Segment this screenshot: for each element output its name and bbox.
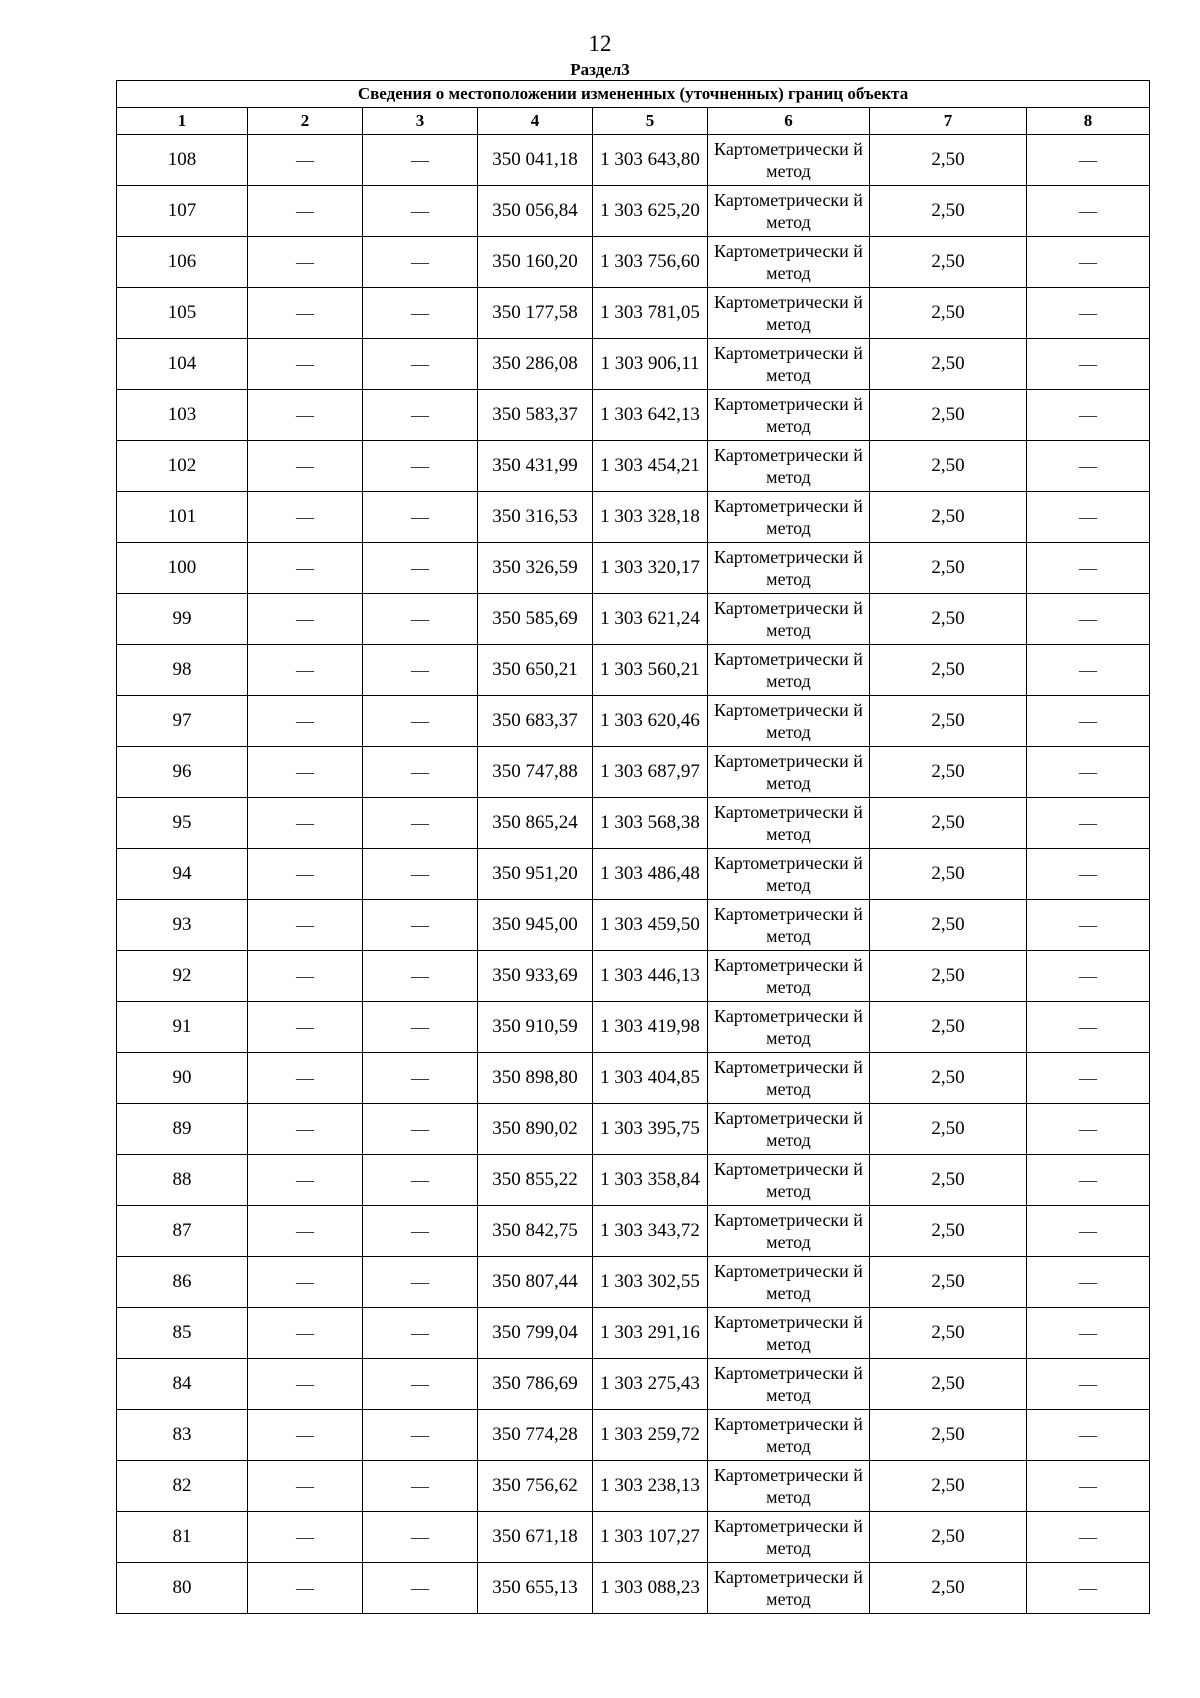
column-2-cell: — — [248, 696, 363, 747]
column-3-cell: — — [363, 1053, 478, 1104]
x-coordinate-cell: 350 041,18 — [478, 135, 593, 186]
accuracy-cell: 2,50 — [870, 747, 1027, 798]
table-row — [117, 696, 1150, 747]
accuracy-cell: 2,50 — [870, 849, 1027, 900]
accuracy-cell: 2,50 — [870, 1461, 1027, 1512]
column-8-cell: — — [1027, 951, 1150, 1002]
accuracy-cell: 2,50 — [870, 645, 1027, 696]
table-body — [117, 135, 1150, 1614]
point-number-cell: 101 — [117, 492, 248, 543]
y-coordinate-cell: 1 303 238,13 — [593, 1461, 708, 1512]
x-coordinate-cell: 350 756,62 — [478, 1461, 593, 1512]
y-coordinate-cell: 1 303 560,21 — [593, 645, 708, 696]
y-coordinate-cell: 1 303 568,38 — [593, 798, 708, 849]
point-number-cell: 95 — [117, 798, 248, 849]
method-cell: Картометрически й метод — [708, 543, 870, 594]
column-2-cell: — — [248, 594, 363, 645]
column-2-cell: — — [248, 849, 363, 900]
x-coordinate-cell: 350 585,69 — [478, 594, 593, 645]
x-coordinate-cell: 350 655,13 — [478, 1563, 593, 1614]
accuracy-cell: 2,50 — [870, 1104, 1027, 1155]
column-8-cell: — — [1027, 135, 1150, 186]
column-8-cell: — — [1027, 1461, 1150, 1512]
column-3-cell: — — [363, 1359, 478, 1410]
accuracy-cell: 2,50 — [870, 237, 1027, 288]
point-number-cell: 98 — [117, 645, 248, 696]
section-label: Раздел3 — [570, 60, 630, 79]
method-cell: Картометрически й метод — [708, 135, 870, 186]
method-cell: Картометрически й метод — [708, 441, 870, 492]
column-3-cell: — — [363, 1512, 478, 1563]
column-header: 7 — [870, 108, 1027, 135]
y-coordinate-cell: 1 303 404,85 — [593, 1053, 708, 1104]
y-coordinate-cell: 1 303 358,84 — [593, 1155, 708, 1206]
accuracy-cell: 2,50 — [870, 390, 1027, 441]
method-cell: Картометрически й метод — [708, 1053, 870, 1104]
x-coordinate-cell: 350 890,02 — [478, 1104, 593, 1155]
x-coordinate-cell: 350 671,18 — [478, 1512, 593, 1563]
column-3-cell: — — [363, 747, 478, 798]
column-8-cell: — — [1027, 441, 1150, 492]
method-cell: Картометрически й метод — [708, 849, 870, 900]
column-2-cell: — — [248, 1206, 363, 1257]
method-cell: Картометрически й метод — [708, 339, 870, 390]
accuracy-cell: 2,50 — [870, 900, 1027, 951]
column-2-cell: — — [248, 543, 363, 594]
column-header: 8 — [1027, 108, 1150, 135]
point-number-cell: 102 — [117, 441, 248, 492]
column-3-cell: — — [363, 492, 478, 543]
table-row — [117, 1563, 1150, 1614]
method-cell: Картометрически й метод — [708, 1359, 870, 1410]
table-row — [117, 1308, 1150, 1359]
table-row — [117, 441, 1150, 492]
accuracy-cell: 2,50 — [870, 1359, 1027, 1410]
x-coordinate-cell: 350 683,37 — [478, 696, 593, 747]
y-coordinate-cell: 1 303 291,16 — [593, 1308, 708, 1359]
table-row — [117, 594, 1150, 645]
table-row — [117, 1206, 1150, 1257]
column-2-cell: — — [248, 339, 363, 390]
point-number-cell: 92 — [117, 951, 248, 1002]
point-number-cell: 94 — [117, 849, 248, 900]
column-3-cell: — — [363, 339, 478, 390]
column-2-cell: — — [248, 1257, 363, 1308]
column-header: 4 — [478, 108, 593, 135]
accuracy-cell: 2,50 — [870, 1053, 1027, 1104]
table-row — [117, 1410, 1150, 1461]
table-row — [117, 1359, 1150, 1410]
y-coordinate-cell: 1 303 621,24 — [593, 594, 708, 645]
accuracy-cell: 2,50 — [870, 1002, 1027, 1053]
table-row — [117, 798, 1150, 849]
column-2-cell: — — [248, 1104, 363, 1155]
point-number-cell: 96 — [117, 747, 248, 798]
y-coordinate-cell: 1 303 343,72 — [593, 1206, 708, 1257]
table-row — [117, 1002, 1150, 1053]
column-8-cell: — — [1027, 1104, 1150, 1155]
y-coordinate-cell: 1 303 419,98 — [593, 1002, 708, 1053]
column-3-cell: — — [363, 849, 478, 900]
column-2-cell: — — [248, 645, 363, 696]
column-3-cell: — — [363, 951, 478, 1002]
column-3-cell: — — [363, 645, 478, 696]
y-coordinate-cell: 1 303 320,17 — [593, 543, 708, 594]
page-number: 12 — [588, 31, 612, 56]
column-header: 1 — [117, 108, 248, 135]
column-8-cell: — — [1027, 1563, 1150, 1614]
point-number-cell: 90 — [117, 1053, 248, 1104]
y-coordinate-cell: 1 303 328,18 — [593, 492, 708, 543]
column-2-cell: — — [248, 900, 363, 951]
x-coordinate-cell: 350 326,59 — [478, 543, 593, 594]
x-coordinate-cell: 350 774,28 — [478, 1410, 593, 1461]
x-coordinate-cell: 350 160,20 — [478, 237, 593, 288]
accuracy-cell: 2,50 — [870, 492, 1027, 543]
point-number-cell: 104 — [117, 339, 248, 390]
column-2-cell: — — [248, 1053, 363, 1104]
table-row — [117, 1512, 1150, 1563]
column-8-cell: — — [1027, 1002, 1150, 1053]
column-2-cell: — — [248, 390, 363, 441]
column-8-cell: — — [1027, 237, 1150, 288]
x-coordinate-cell: 350 898,80 — [478, 1053, 593, 1104]
table-row — [117, 237, 1150, 288]
column-header-row — [117, 108, 1150, 135]
x-coordinate-cell: 350 786,69 — [478, 1359, 593, 1410]
table-caption-row — [117, 81, 1150, 108]
method-cell: Картометрически й метод — [708, 1206, 870, 1257]
point-number-cell: 99 — [117, 594, 248, 645]
column-3-cell: — — [363, 237, 478, 288]
method-cell: Картометрически й метод — [708, 747, 870, 798]
column-2-cell: — — [248, 1461, 363, 1512]
column-2-cell: — — [248, 1359, 363, 1410]
accuracy-cell: 2,50 — [870, 1410, 1027, 1461]
column-2-cell: — — [248, 237, 363, 288]
column-3-cell: — — [363, 390, 478, 441]
column-3-cell: — — [363, 186, 478, 237]
table-row — [117, 1053, 1150, 1104]
column-8-cell: — — [1027, 1257, 1150, 1308]
column-8-cell: — — [1027, 798, 1150, 849]
method-cell: Картометрически й метод — [708, 1002, 870, 1053]
x-coordinate-cell: 350 177,58 — [478, 288, 593, 339]
y-coordinate-cell: 1 303 781,05 — [593, 288, 708, 339]
table-row — [117, 543, 1150, 594]
column-8-cell: — — [1027, 1359, 1150, 1410]
point-number-cell: 85 — [117, 1308, 248, 1359]
column-3-cell: — — [363, 1206, 478, 1257]
accuracy-cell: 2,50 — [870, 951, 1027, 1002]
y-coordinate-cell: 1 303 756,60 — [593, 237, 708, 288]
column-3-cell: — — [363, 1410, 478, 1461]
column-3-cell: — — [363, 1002, 478, 1053]
point-number-cell: 108 — [117, 135, 248, 186]
y-coordinate-cell: 1 303 642,13 — [593, 390, 708, 441]
table-row — [117, 135, 1150, 186]
method-cell: Картометрически й метод — [708, 696, 870, 747]
column-8-cell: — — [1027, 288, 1150, 339]
table-row — [117, 1257, 1150, 1308]
y-coordinate-cell: 1 303 620,46 — [593, 696, 708, 747]
x-coordinate-cell: 350 910,59 — [478, 1002, 593, 1053]
x-coordinate-cell: 350 583,37 — [478, 390, 593, 441]
accuracy-cell: 2,50 — [870, 1206, 1027, 1257]
y-coordinate-cell: 1 303 259,72 — [593, 1410, 708, 1461]
table-row — [117, 390, 1150, 441]
method-cell: Картометрически й метод — [708, 1461, 870, 1512]
y-coordinate-cell: 1 303 643,80 — [593, 135, 708, 186]
x-coordinate-cell: 350 933,69 — [478, 951, 593, 1002]
column-8-cell: — — [1027, 1206, 1150, 1257]
point-number-cell: 82 — [117, 1461, 248, 1512]
accuracy-cell: 2,50 — [870, 186, 1027, 237]
accuracy-cell: 2,50 — [870, 1512, 1027, 1563]
method-cell: Картометрически й метод — [708, 645, 870, 696]
table-row — [117, 951, 1150, 1002]
column-3-cell: — — [363, 1563, 478, 1614]
column-8-cell: — — [1027, 1308, 1150, 1359]
column-2-cell: — — [248, 747, 363, 798]
column-8-cell: — — [1027, 594, 1150, 645]
x-coordinate-cell: 350 855,22 — [478, 1155, 593, 1206]
method-cell: Картометрически й метод — [708, 594, 870, 645]
method-cell: Картометрически й метод — [708, 390, 870, 441]
table-row — [117, 288, 1150, 339]
column-header: 2 — [248, 108, 363, 135]
column-3-cell: — — [363, 594, 478, 645]
table-row — [117, 186, 1150, 237]
column-header: 3 — [363, 108, 478, 135]
point-number-cell: 84 — [117, 1359, 248, 1410]
table-caption: Сведения о местоположении измененных (уточненных) границ объекта — [117, 81, 1150, 108]
x-coordinate-cell: 350 650,21 — [478, 645, 593, 696]
method-cell: Картометрически й метод — [708, 492, 870, 543]
accuracy-cell: 2,50 — [870, 798, 1027, 849]
method-cell: Картометрически й метод — [708, 1512, 870, 1563]
y-coordinate-cell: 1 303 302,55 — [593, 1257, 708, 1308]
column-8-cell: — — [1027, 1053, 1150, 1104]
y-coordinate-cell: 1 303 459,50 — [593, 900, 708, 951]
x-coordinate-cell: 350 807,44 — [478, 1257, 593, 1308]
column-8-cell: — — [1027, 492, 1150, 543]
column-3-cell: — — [363, 441, 478, 492]
column-3-cell: — — [363, 696, 478, 747]
method-cell: Картометрически й метод — [708, 1257, 870, 1308]
table-row — [117, 747, 1150, 798]
point-number-cell: 107 — [117, 186, 248, 237]
x-coordinate-cell: 350 951,20 — [478, 849, 593, 900]
y-coordinate-cell: 1 303 625,20 — [593, 186, 708, 237]
column-2-cell: — — [248, 1563, 363, 1614]
y-coordinate-cell: 1 303 107,27 — [593, 1512, 708, 1563]
accuracy-cell: 2,50 — [870, 339, 1027, 390]
accuracy-cell: 2,50 — [870, 594, 1027, 645]
column-8-cell: — — [1027, 1410, 1150, 1461]
x-coordinate-cell: 350 431,99 — [478, 441, 593, 492]
y-coordinate-cell: 1 303 687,97 — [593, 747, 708, 798]
column-3-cell: — — [363, 1104, 478, 1155]
method-cell: Картометрически й метод — [708, 1155, 870, 1206]
x-coordinate-cell: 350 865,24 — [478, 798, 593, 849]
y-coordinate-cell: 1 303 395,75 — [593, 1104, 708, 1155]
column-2-cell: — — [248, 1512, 363, 1563]
column-3-cell: — — [363, 900, 478, 951]
point-number-cell: 97 — [117, 696, 248, 747]
method-cell: Картометрически й метод — [708, 237, 870, 288]
column-8-cell: — — [1027, 543, 1150, 594]
column-8-cell: — — [1027, 339, 1150, 390]
column-2-cell: — — [248, 798, 363, 849]
method-cell: Картометрически й метод — [708, 288, 870, 339]
column-8-cell: — — [1027, 900, 1150, 951]
x-coordinate-cell: 350 286,08 — [478, 339, 593, 390]
column-3-cell: — — [363, 288, 478, 339]
point-number-cell: 89 — [117, 1104, 248, 1155]
table-row — [117, 900, 1150, 951]
accuracy-cell: 2,50 — [870, 1257, 1027, 1308]
accuracy-cell: 2,50 — [870, 1308, 1027, 1359]
point-number-cell: 100 — [117, 543, 248, 594]
point-number-cell: 106 — [117, 237, 248, 288]
table-row — [117, 645, 1150, 696]
table-row — [117, 1104, 1150, 1155]
column-8-cell: — — [1027, 645, 1150, 696]
point-number-cell: 80 — [117, 1563, 248, 1614]
point-number-cell: 81 — [117, 1512, 248, 1563]
column-2-cell: — — [248, 1155, 363, 1206]
column-3-cell: — — [363, 1461, 478, 1512]
column-2-cell: — — [248, 186, 363, 237]
method-cell: Картометрически й метод — [708, 900, 870, 951]
accuracy-cell: 2,50 — [870, 288, 1027, 339]
accuracy-cell: 2,50 — [870, 696, 1027, 747]
column-3-cell: — — [363, 1257, 478, 1308]
x-coordinate-cell: 350 316,53 — [478, 492, 593, 543]
method-cell: Картометрически й метод — [708, 1308, 870, 1359]
x-coordinate-cell: 350 056,84 — [478, 186, 593, 237]
column-8-cell: — — [1027, 1155, 1150, 1206]
accuracy-cell: 2,50 — [870, 441, 1027, 492]
point-number-cell: 105 — [117, 288, 248, 339]
method-cell: Картометрически й метод — [708, 1563, 870, 1614]
column-2-cell: — — [248, 1002, 363, 1053]
point-number-cell: 88 — [117, 1155, 248, 1206]
column-8-cell: — — [1027, 696, 1150, 747]
column-3-cell: — — [363, 1308, 478, 1359]
point-number-cell: 86 — [117, 1257, 248, 1308]
column-3-cell: — — [363, 1155, 478, 1206]
y-coordinate-cell: 1 303 446,13 — [593, 951, 708, 1002]
point-number-cell: 87 — [117, 1206, 248, 1257]
y-coordinate-cell: 1 303 454,21 — [593, 441, 708, 492]
accuracy-cell: 2,50 — [870, 1563, 1027, 1614]
column-8-cell: — — [1027, 186, 1150, 237]
table-row — [117, 1461, 1150, 1512]
column-3-cell: — — [363, 135, 478, 186]
x-coordinate-cell: 350 747,88 — [478, 747, 593, 798]
x-coordinate-cell: 350 799,04 — [478, 1308, 593, 1359]
method-cell: Картометрически й метод — [708, 1104, 870, 1155]
y-coordinate-cell: 1 303 906,11 — [593, 339, 708, 390]
boundary-coordinates-table — [116, 80, 1150, 1614]
method-cell: Картометрически й метод — [708, 186, 870, 237]
y-coordinate-cell: 1 303 088,23 — [593, 1563, 708, 1614]
column-2-cell: — — [248, 135, 363, 186]
column-header: 5 — [593, 108, 708, 135]
point-number-cell: 103 — [117, 390, 248, 441]
column-8-cell: — — [1027, 849, 1150, 900]
y-coordinate-cell: 1 303 275,43 — [593, 1359, 708, 1410]
method-cell: Картометрически й метод — [708, 951, 870, 1002]
y-coordinate-cell: 1 303 486,48 — [593, 849, 708, 900]
column-2-cell: — — [248, 1308, 363, 1359]
accuracy-cell: 2,50 — [870, 135, 1027, 186]
column-2-cell: — — [248, 1410, 363, 1461]
column-8-cell: — — [1027, 747, 1150, 798]
point-number-cell: 93 — [117, 900, 248, 951]
x-coordinate-cell: 350 945,00 — [478, 900, 593, 951]
point-number-cell: 91 — [117, 1002, 248, 1053]
column-header: 6 — [708, 108, 870, 135]
table-row — [117, 1155, 1150, 1206]
column-8-cell: — — [1027, 1512, 1150, 1563]
x-coordinate-cell: 350 842,75 — [478, 1206, 593, 1257]
method-cell: Картометрически й метод — [708, 1410, 870, 1461]
column-3-cell: — — [363, 543, 478, 594]
table-row — [117, 492, 1150, 543]
point-number-cell: 83 — [117, 1410, 248, 1461]
column-2-cell: — — [248, 951, 363, 1002]
accuracy-cell: 2,50 — [870, 1155, 1027, 1206]
accuracy-cell: 2,50 — [870, 543, 1027, 594]
method-cell: Картометрически й метод — [708, 798, 870, 849]
column-8-cell: — — [1027, 390, 1150, 441]
column-3-cell: — — [363, 798, 478, 849]
column-2-cell: — — [248, 441, 363, 492]
table-row — [117, 339, 1150, 390]
table-row — [117, 849, 1150, 900]
column-2-cell: — — [248, 492, 363, 543]
column-2-cell: — — [248, 288, 363, 339]
